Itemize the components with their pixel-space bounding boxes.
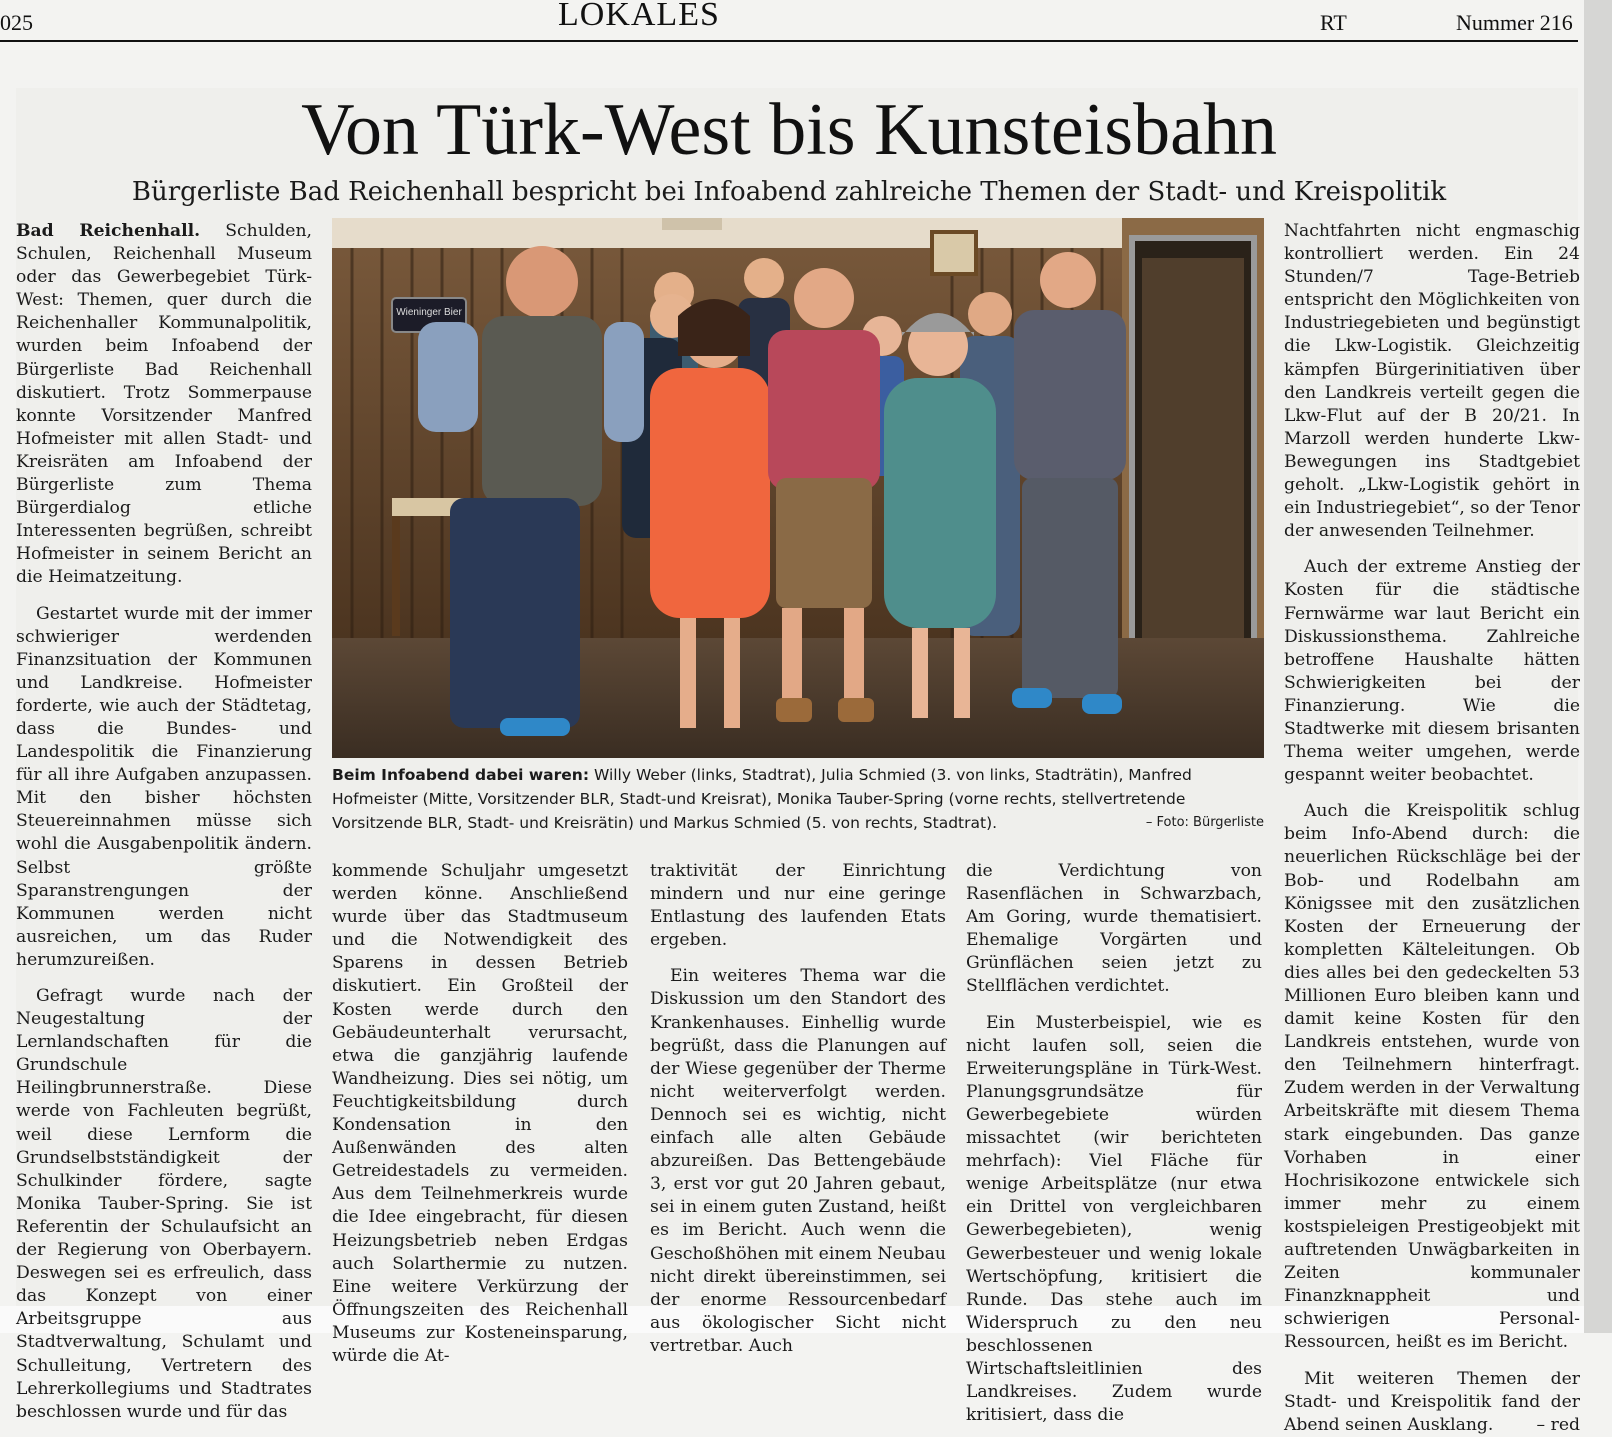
header-paper-abbrev: RT (1320, 10, 1347, 35)
photo-sign-text: Wieninger Bier (396, 307, 462, 318)
dateline: Bad Reichenhall. (16, 221, 201, 241)
header-section: LOKALES (558, 0, 720, 33)
column-5-paragraph-4 (1284, 1368, 1580, 1437)
column-3-paragraph-2: Ein weiteres Thema war die Diskussion um den Standort des Krankenhauses. Einhellig wurde begrüßt, dass die Planungen auf der Wiese gegenüber der Therme nicht weiterverfolgt werden. Dennoch sei es wichtig, nicht einfach alle alten Gebäude abzureißen. Das Bettengebäude 3, erst vor gut 20 Jahren gebaut, sei in einem guten Zustand, heißt es im Bericht. Auch wenn die Geschoßhöhen mit einem Neubau nicht direkt übereinstimmen, sei der enorme Ressourcenbedarf aus ökologischer Sicht nicht vertretbar. Auch (650, 966, 946, 1356)
person-markus-schmied (1012, 252, 1126, 714)
article-column-3 (650, 860, 946, 1356)
column-1-paragraph-2: Gestartet wurde mit der immer schwieriger werdenden Finanzsituation der Kommunen und Landkreise. Hofmeister forderte, wie auch der Städtetag, dass die Bundes- und Landespolitik die Finanzierung für all ihre Aufgaben anzupassen. Mit den bisher höchsten Steuereinnahmen müsse sich wohl die Ausgabenpolitik ändern. Selbst größte Sparanstrengungen der Kommunen werden nicht ausreichen, um das Ruder herumzureißen. (16, 603, 312, 970)
column-1-paragraph-1 (16, 220, 312, 590)
photo-credit: – Foto: Bürgerliste (1145, 815, 1264, 830)
page-edge-shadow (1584, 0, 1612, 1333)
caption-lead: Beim Infoabend dabei waren: (332, 766, 590, 784)
article-headline: Von Türk-West bis Kunsteisbahn (301, 89, 1277, 171)
column-4-paragraph-2: Ein Musterbeispiel, wie es nicht laufen soll, seien die Erweiterungspläne in Türk-West. Planungsgrundsätze für Gewerbegebiete würden missachtet (wir berichteten mehrfach): Viel Fläche für wenige Arbeitsplätze (nur etwa ein Drittel von vergleichbaren Gewerbegebieten), wenig Gewerbesteuer und wenig lokale Wertschöpfung, kritisiert die Runde. Das stehe auch im Widerspruch zu den neu beschlossenen Wirtschaftsleitlinien des Landkreises. Zudem wurde kritisiert, dass die (966, 1012, 1262, 1426)
article-subheadline: Bürgerliste Bad Reichenhall bespricht bei Infoabend zahlreiche Themen der Stadt- und Kreispolitik (131, 177, 1447, 207)
column-2-paragraph-1: kommende Schuljahr umgesetzt werden könne. Anschließend wurde über das Stadtmuseum und die Notwendigkeit des Sparens in dessen Betrieb diskutiert. Ein Großteil der Kosten werde durch den Gebäudeunterhalt verursacht, etwa die ganzjährig laufende Wandheizung. Dies sei nötig, um Feuchtigkeitsbildung durch Kondensation in den Außenwänden des alten Getreidestadels zu vermeiden. Aus dem Teilnehmerkreis wurde die Idee eingebracht, für diesen Heizungsbetrieb neben Erdgas auch Solarthermie zu nutzen. Eine weitere Verkürzung der Öffnungszeiten des Reichenhall Museums zur Kosteneinsparung, würde die At- (332, 861, 628, 1366)
photo-caption (332, 763, 1264, 835)
column-1-paragraph-1-text: Schulden, Schulen, Reichenhall Museum oder das Gewerbegebiet Türk-West: Themen, quer durch die Reichenhaller Kommunalpolitik, wurden beim Infoabend der Bürgerliste Bad Reichenhall diskutiert. Trotz Sommerpause konnte Vorsitzender Manfred Hofmeister mit allen Stadt- und Kreisräten am Infoabend der Bürgerliste zum Thema Bürgerdialog etliche Interessenten begrüßen, schreibt Hofmeister in seinem Bericht an die Heimatzeitung. (16, 221, 313, 588)
column-3-paragraph-1: traktivität der Einrichtung mindern und nur eine geringe Entlastung des laufenden Etats ergeben. (650, 861, 946, 951)
signoff: – red (1536, 1414, 1580, 1435)
article-column-2 (332, 860, 628, 1366)
column-4-paragraph-1: die Verdichtung von Rasenflächen in Schwarzbach, Am Goring, wurde thematisiert. Ehemalige Vorgärten und Grünflächen seien jetzt zu Stellflächen verdichtet. (966, 861, 1262, 997)
article-column-4 (966, 860, 1262, 1426)
column-1-paragraph-3: Gefragt wurde nach der Neugestaltung der Lernlandschaften für die Grundschule Heilingbrunnerstraße. Diese werde von Fachleuten begrüßt, weil diese Lernform die Grundselbstständigkeit der Schulkinder fördere, sagte Monika Tauber-Spring. Sie ist Referentin der Schulaufsicht an der Regierung von Oberbayern. Deswegen sei es erfreulich, dass das Konzept von einer Arbeitsgruppe aus Stadtverwaltung, Schulamt und Schulleitung, Vertretern des Lehrerkollegiums und Stadtrates beschlossen wurde und für das (16, 986, 312, 1422)
column-5-paragraph-3: Auch die Kreispolitik schlug beim Info-Abend durch: die neuerlichen Rückschläge bei der Bob- und Rodelbahn am Königssee mit den zusätzlichen Kosten der Erneuerung der kompletten Kälteleitungen. Ob dies alles bei den gedeckelten 53 Millionen Euro bleiben kann und damit keine Kosten für den Landkreis entstehen, wurde von den Teilnehmern hinterfragt. Zudem werden in der Verwaltung Arbeitskräfte mit diesem Thema stark eingebunden. Das ganze Vorhaben in einer Hochrisikozone entwickele sich immer mehr zu einem kostspieleigen Prestigeobjekt mit auftretenden Unwägbarkeiten in Zeiten kommunaler Finanzknappheit und schwierigen Personal-Ressourcen, heißt es im Bericht. (1284, 801, 1580, 1353)
page-header (0, 0, 1578, 42)
header-issue: Nummer 216 (1456, 10, 1573, 35)
column-5-paragraph-4-text: Mit weiteren Themen der Stadt- und Kreispolitik fand der Abend seinen Ausklang. (1284, 1368, 1580, 1435)
group-photo (332, 218, 1264, 758)
column-5-paragraph-2: Auch der extreme Anstieg der Kosten für die städtische Fernwärme war laut Bericht ein Diskussionsthema. Zahlreiche betroffene Haushalte hätten Schwierigkeiten bei der Finanzierung. Wie die Stadtwerke mit diesem brisanten Thema weiter umgehen, werde gespannt weiter beobachtet. (1284, 557, 1580, 786)
header-date: 025 (0, 10, 33, 35)
article-column-5 (1284, 220, 1580, 1435)
column-5-paragraph-1: Nachtfahrten nicht engmaschig kontrolliert werden. Ein 24 Stunden/7 Tage-Betrieb entspricht den Möglichkeiten von Industriegebieten und begünstigt die Lkw-Logistik. Gleichzeitig kämpfen Bürgerinitiativen über den Landkreis verteilt gegen die Lkw-Flut auf der B 20/21. In Marzoll werden hunderte Lkw-Bewegungen ins Stadtgebiet geholt. „Lkw-Logistik gehört in ein Industriegebiet“, so der Tenor der anwesenden Teilnehmer. (1284, 221, 1580, 542)
caption-text: Willy Weber (links, Stadtrat), Julia Schmied (3. von links, Stadträtin), Manfred Hofmeister (Mitte, Vorsitzender BLR, Stadt-und Kreisrat), Monika Tauber-Spring (vorne rechts, stellvertretende Vorsitzende BLR, Stadt- und Kreisrätin) und Markus Schmied (5. von rechts, Stadtrat). (332, 766, 1192, 832)
article-column-1 (16, 220, 313, 1422)
